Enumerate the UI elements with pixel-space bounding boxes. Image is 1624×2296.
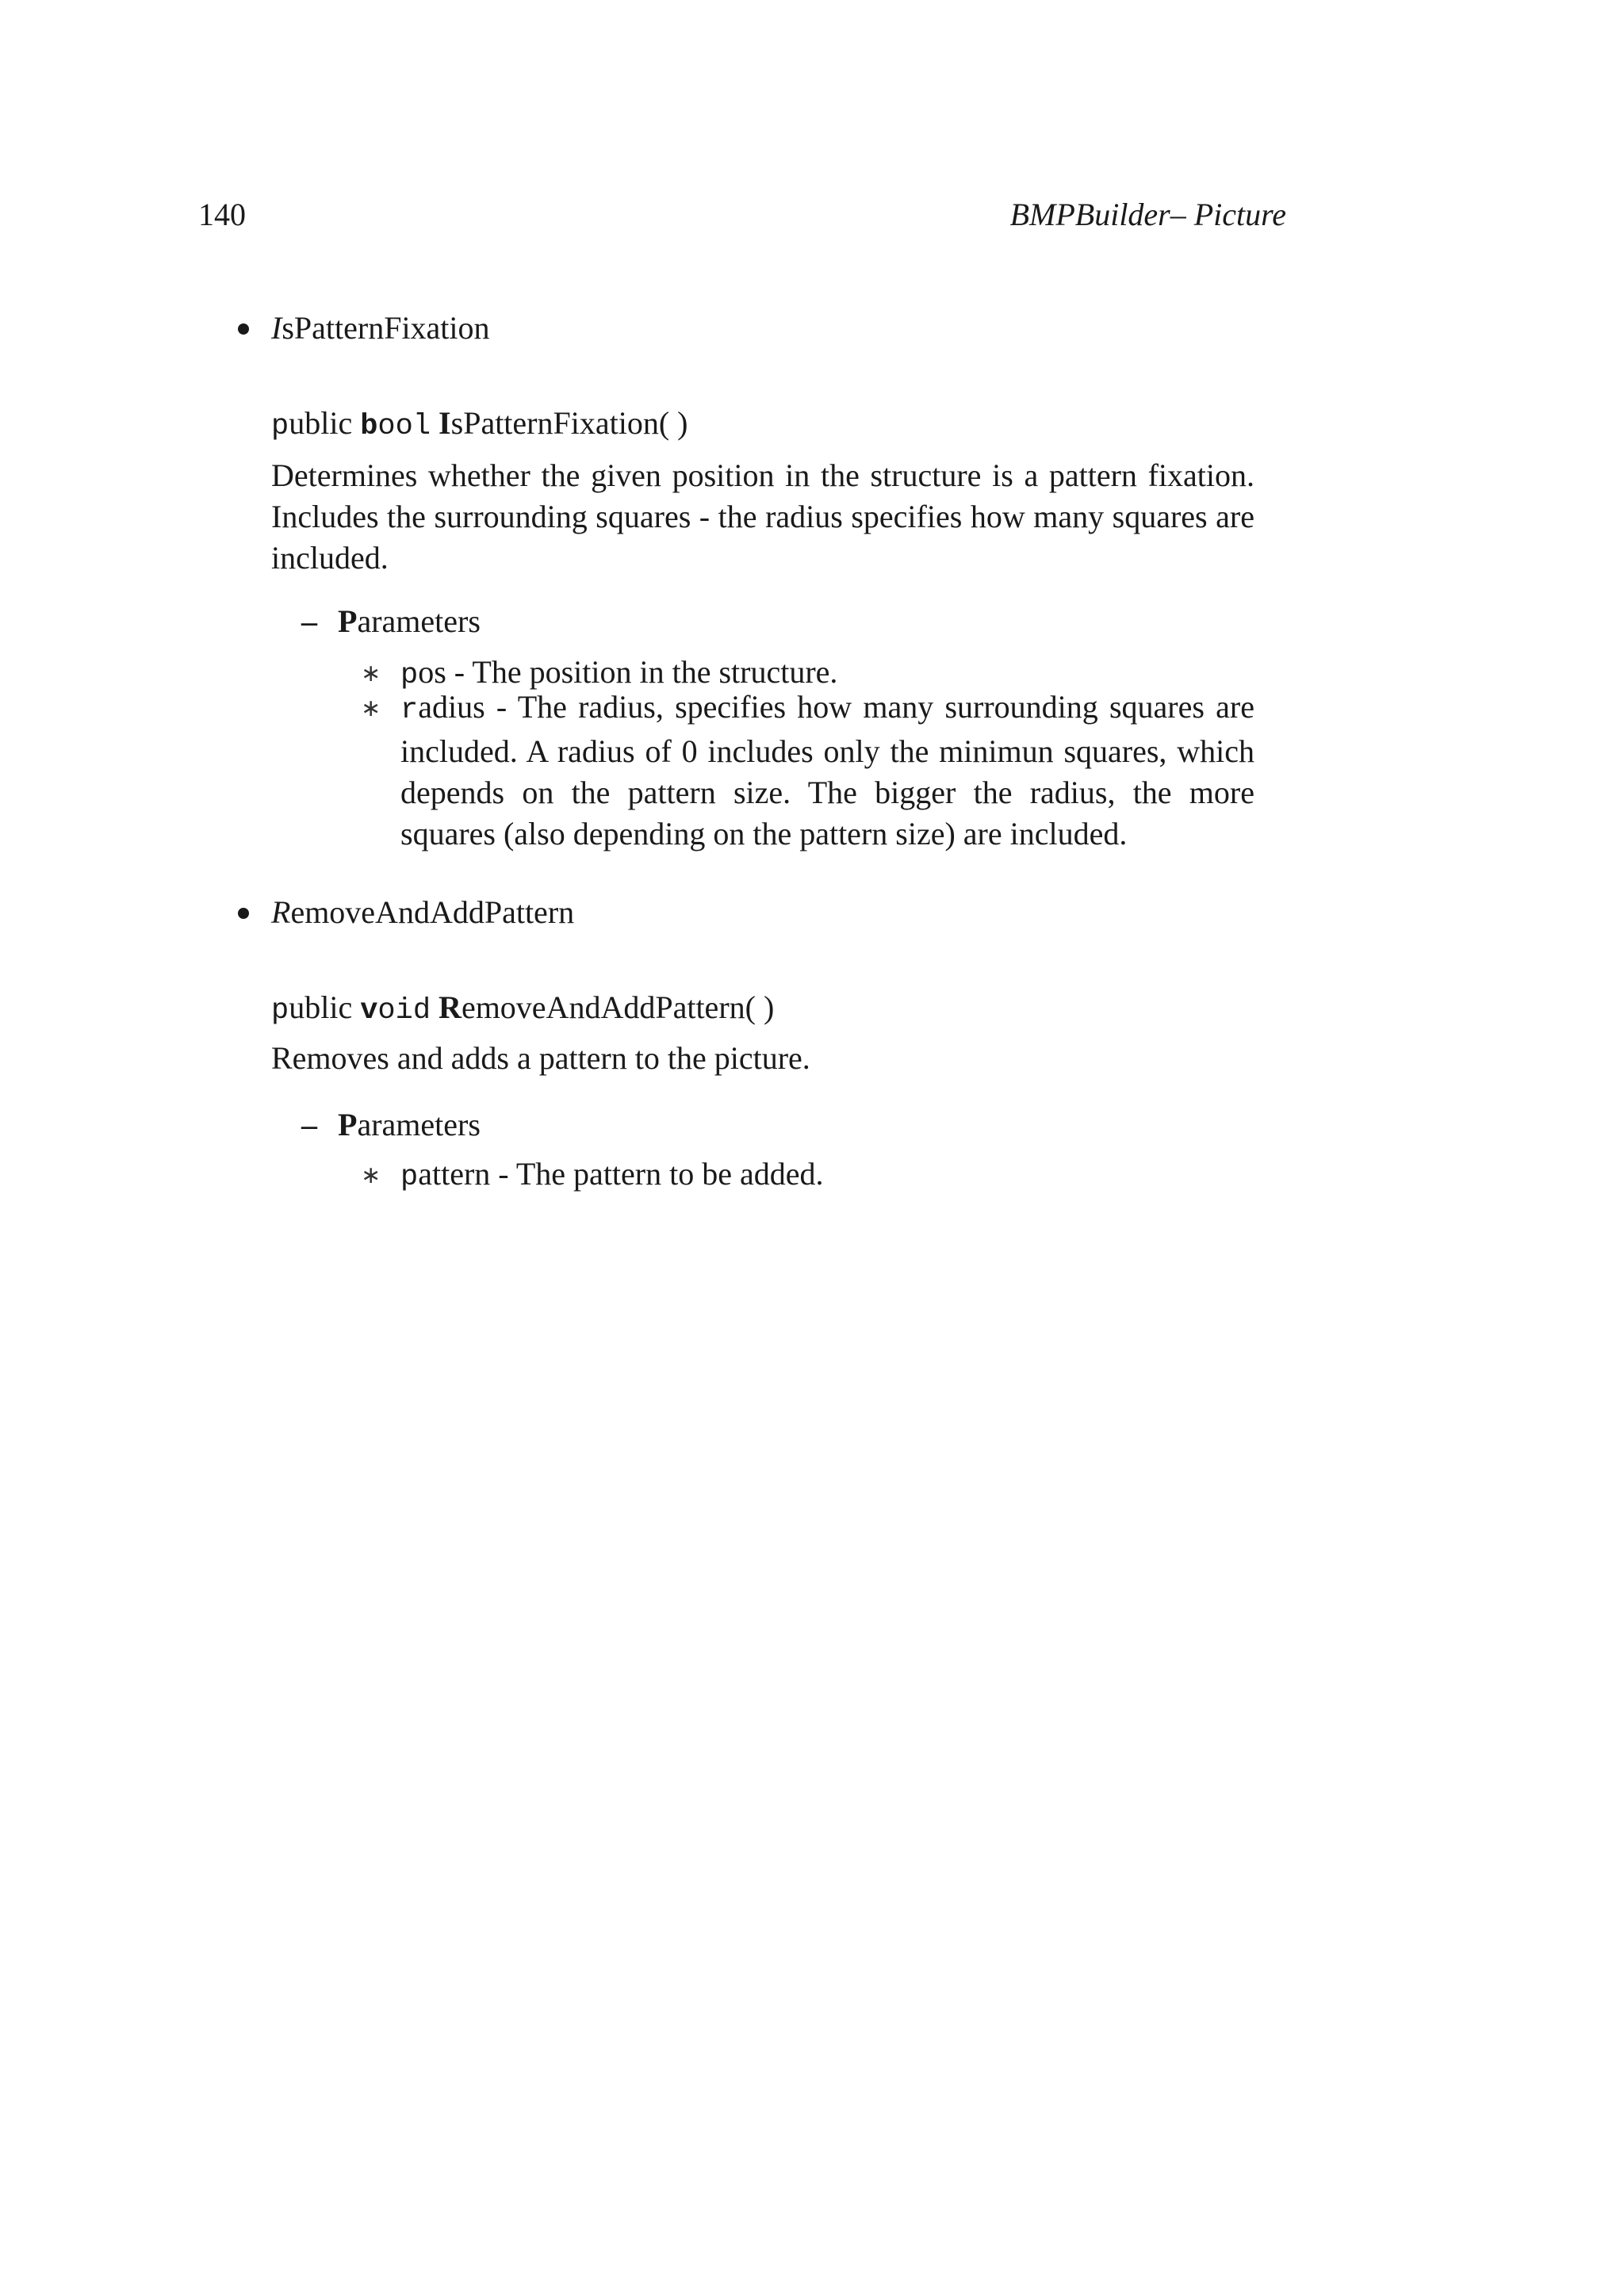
method-entry-ispatternfixation: IsPatternFixation public bool IsPatternFixation( ) Determines whether the given position in the structure is a pattern fixation. Includes the surrounding squares - the radius specifies how many squares are included. – Parameters ∗ pos - The position in the structure. ∗ radius - The radius, specifies how many surrounding squares are included. A radius of 0 includes only the minimun squares, which depends on the pattern size. The bigger the radius, the more squares (also depending on the pattern size) are included. — [198, 306, 1286, 861]
asterisk-icon: ∗ — [361, 1161, 381, 1189]
asterisk-icon: ∗ — [361, 695, 381, 722]
method-entry-removeandaddpattern: RemoveAndAddPattern public void RemoveAndAddPattern( ) Removes and adds a pattern to the picture. – Parameters ∗ pattern - The pattern to be added. — [198, 890, 1286, 1207]
method-signature: public void RemoveAndAddPattern( ) — [271, 989, 775, 1027]
asterisk-icon: ∗ — [361, 660, 381, 687]
page-number: 140 — [198, 197, 246, 232]
method-name: IsPatternFixation — [271, 310, 490, 346]
bullet-icon — [238, 323, 249, 335]
method-name: RemoveAndAddPattern — [271, 894, 575, 930]
method-description: Removes and adds a pattern to the picture. — [271, 1040, 810, 1076]
page-header — [198, 193, 1286, 237]
bullet-icon — [238, 908, 249, 919]
method-description: Determines whether the given position in the structure is a pattern fixation. Includes the surrounding squares - the radius specifies how many squares are included. — [271, 457, 1254, 576]
running-title: BMPBuilder– Picture — [1009, 197, 1286, 232]
method-signature: public bool IsPatternFixation( ) — [271, 405, 688, 443]
